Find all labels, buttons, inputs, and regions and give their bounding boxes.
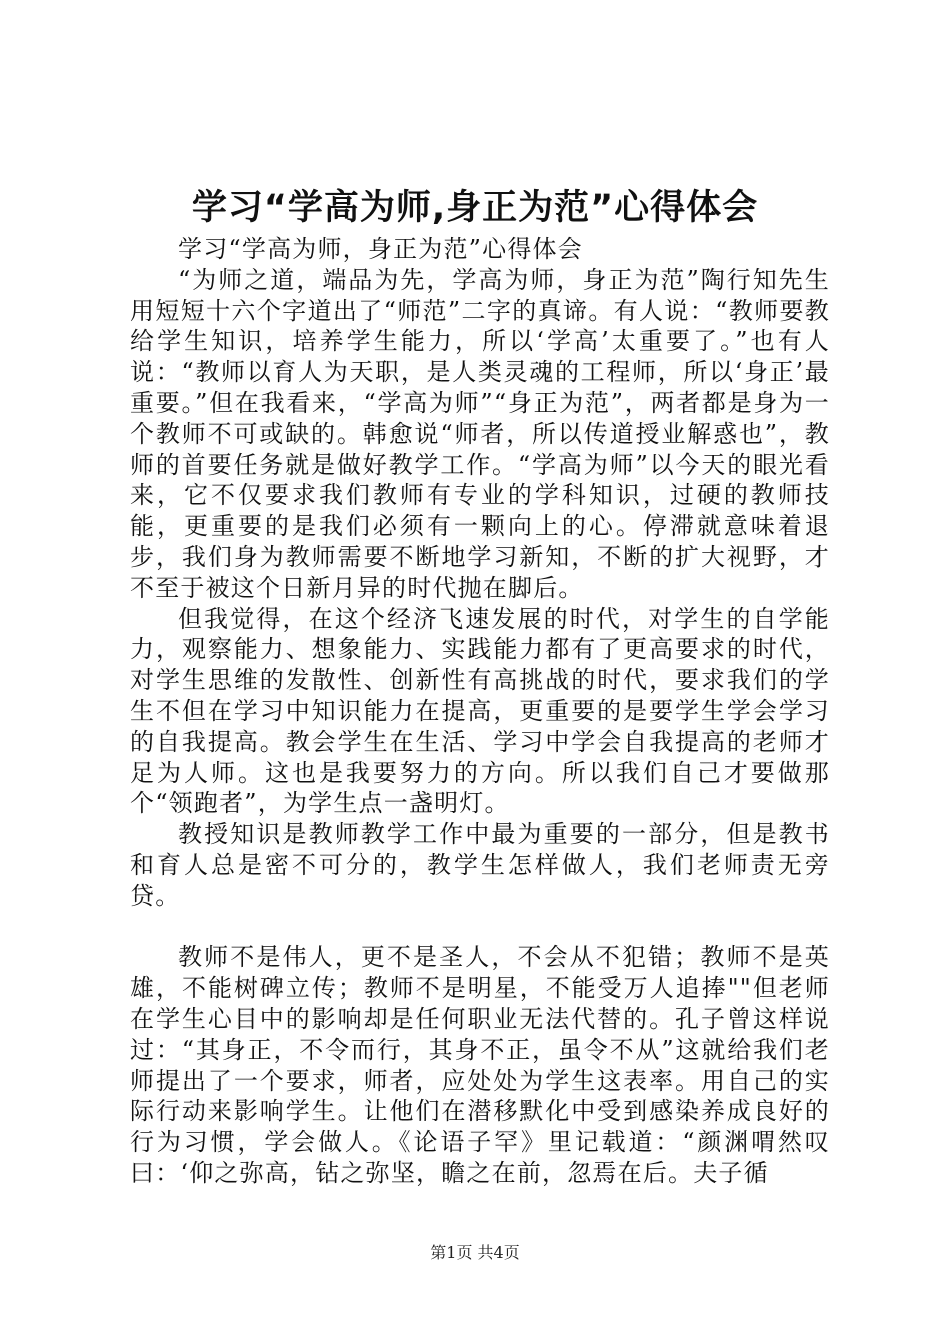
paragraph: 教师不是伟人，更不是圣人，不会从不犯错；教师不是英雄，不能树碑立传；教师不是明星，不能受万人追捧""但老师在学生心目中的影响却是任何职业无法代替的。孔子曾这样说过：“其身正，不令而行，其身不正，虽令不从”这就给我们老师提出了一个要求，师者，应处处为学生这表率。用自己的实际行动来影响学生。让他们在潜移默化中受到感染养成良好的行为习惯，学会做人。《论语子罕》里记载道：“颜渊喟然叹曰：‘仰之弥高，钻之弥坚，瞻之在前，忽焉在后。夫子循 (130, 943, 830, 1187)
paragraph: 教授知识是教师教学工作中最为重要的一部分，但是教书和育人总是密不可分的，教学生怎样做人，我们老师责无旁贷。 (130, 820, 830, 910)
page-number-footer: 第1页 共4页 (430, 1243, 520, 1262)
document-title: 学习“学高为师,身正为范”心得体会 (191, 188, 759, 228)
paragraph: 学习“学高为师，身正为范”心得体会 (178, 235, 583, 263)
paragraph: “为师之道，端品为先，学高为师，身正为范”陶行知先生用短短十六个字道出了“师范”二字的真谛。有人说：“教师要教给学生知识，培养学生能力，所以‘学高’太重要了。”也有人说：“教师以育人为天职，是人类灵魂的工程师，所以‘身正’最重要。”但在我看来，“学高为师”“身正为范”，两者都是身为一个教师不可或缺的。韩愈说“师者，所以传道授业解惑也”，教师的首要任务就是做好教学工作。“学高为师”以今天的眼光看来，它不仅要求我们教师有专业的学科知识，过硬的教师技能，更重要的是我们必须有一颗向上的心。停滞就意味着退步，我们身为教师需要不断地学习新知，不断的扩大视野，才不至于被这个日新月异的时代抛在脚后。 (130, 265, 830, 602)
document-body (130, 234, 830, 1189)
paragraph: 但我觉得，在这个经济飞速发展的时代，对学生的自学能力，观察能力、想象能力、实践能力都有了更高要求的时代，对学生思维的发散性、创新性有高挑战的时代，要求我们的学生不但在学习中知识能力在提高，更重要的是要学生学会学习的自我提高。教会学生在生活、学习中学会自我提高的老师才足为人师。这也是我要努力的方向。所以我们自己才要做那个“领跑者”，为学生点一盏明灯。 (130, 604, 830, 818)
